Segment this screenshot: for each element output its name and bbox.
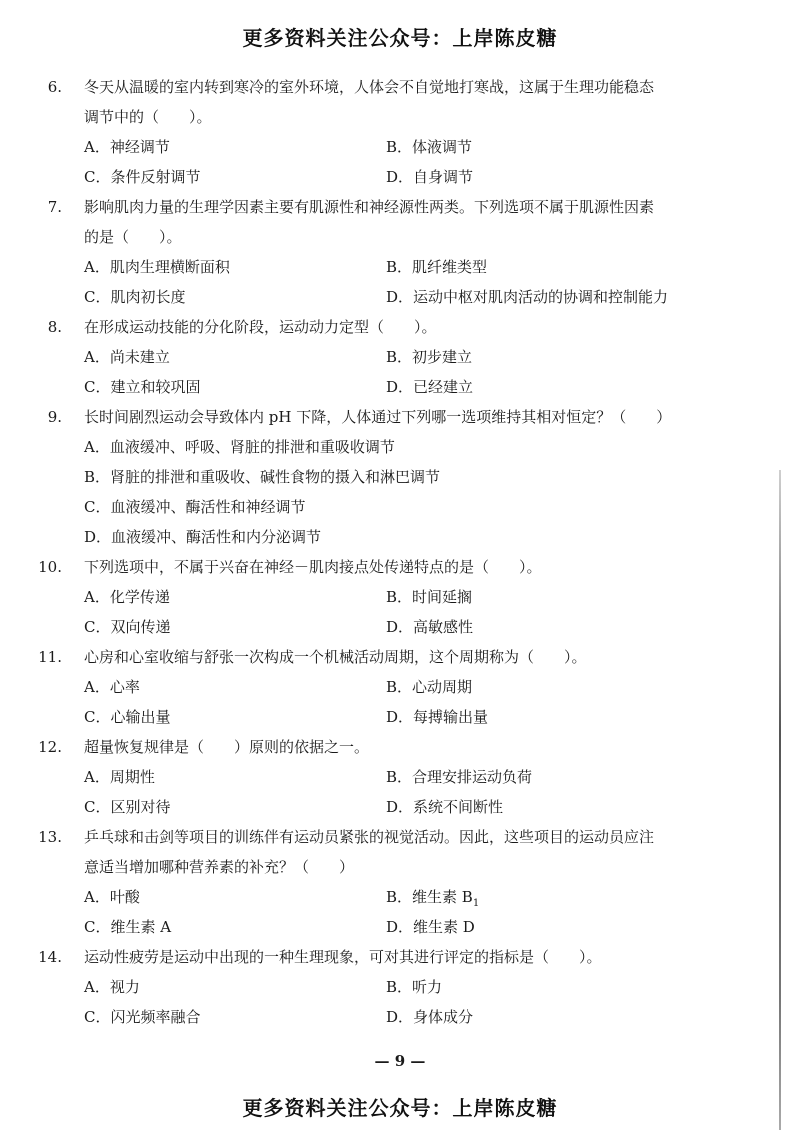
option-d: D．维生素 D (386, 918, 475, 936)
option-a: A．神经调节 (84, 138, 170, 156)
question-stem: 在形成运动技能的分化阶段，运动动力定型（ ）。 (84, 318, 437, 336)
question-9 (0, 402, 760, 552)
option-c: C．建立和较巩固 (84, 378, 201, 396)
option-a: A．血液缓冲、呼吸、肾脏的排泄和重吸收调节 (84, 438, 395, 456)
question-number: 6. (47, 78, 62, 96)
option-c: C．区别对待 (84, 798, 171, 816)
option-d: D．高敏感性 (386, 618, 474, 636)
question-stem: 影响肌肉力量的生理学因素主要有肌源性和神经源性两类。下列选项不属于肌源性因素 (84, 198, 655, 216)
question-stem: 乒乓球和击剑等项目的训练伴有运动员紧张的视觉活动。因此，这些项目的运动员应注 (84, 828, 655, 846)
question-7 (0, 192, 760, 312)
question-number: 14. (38, 948, 62, 966)
option-a: A．化学传递 (84, 588, 170, 606)
option-b: B．初步建立 (386, 348, 473, 366)
option-d: D．自身调节 (386, 168, 474, 186)
option-b: B．肾脏的排泄和重吸收、碱性食物的摄入和淋巴调节 (84, 468, 441, 486)
question-6 (0, 72, 760, 192)
option-c: C．维生素 A (84, 918, 172, 936)
option-b: B．心动周期 (386, 678, 473, 696)
option-b: B．肌纤维类型 (386, 258, 488, 276)
question-number: 10. (38, 558, 62, 576)
question-11 (0, 642, 760, 732)
option-b: B．体液调节 (386, 138, 473, 156)
option-b: B．时间延搁 (386, 588, 473, 606)
question-13 (0, 822, 760, 942)
question-number: 9. (47, 408, 62, 426)
question-number: 13. (38, 828, 62, 846)
option-d: D．每搏输出量 (386, 708, 489, 726)
page-number: — 9 — (374, 1052, 426, 1070)
question-14 (0, 942, 760, 1032)
question-list (0, 72, 760, 1032)
option-c: C．闪光频率融合 (84, 1008, 201, 1026)
question-12 (0, 732, 760, 822)
option-b-subscript: 1 (472, 898, 480, 909)
option-c: C．双向传递 (84, 618, 171, 636)
option-a: A．视力 (84, 978, 140, 996)
option-b: B．听力 (386, 978, 443, 996)
question-stem: 超量恢复规律是（ ）原则的依据之一。 (84, 738, 370, 756)
option-b: B．合理安排运动负荷 (386, 768, 533, 786)
option-d: D．已经建立 (386, 378, 474, 396)
question-stem-continued: 的是（ ）。 (84, 228, 182, 246)
option-a: A．心率 (84, 678, 140, 696)
option-c: C．条件反射调节 (84, 168, 201, 186)
question-stem: 长时间剧烈运动会导致体内 pH 下降，人体通过下列哪一选项维持其相对恒定？（ ） (84, 408, 672, 426)
question-8 (0, 312, 760, 402)
option-a: A．肌肉生理横断面积 (84, 258, 230, 276)
option-d: D．运动中枢对肌肉活动的协调和控制能力 (386, 288, 669, 306)
option-d: D．血液缓冲、酶活性和内分泌调节 (84, 528, 322, 546)
question-number: 8. (47, 318, 62, 336)
question-stem: 运动性疲劳是运动中出现的一种生理现象，可对其进行评定的指标是（ ）。 (84, 948, 602, 966)
question-stem: 下列选项中，不属于兴奋在神经－肌肉接点处传递特点的是（ ）。 (84, 558, 542, 576)
question-number: 11. (38, 648, 62, 666)
option-d: D．身体成分 (386, 1008, 474, 1026)
question-number: 7. (47, 198, 62, 216)
question-number: 12. (38, 738, 62, 756)
option-a: A．叶酸 (84, 888, 140, 906)
header-banner: 更多资料关注公众号：上岸陈皮糖 (242, 26, 558, 50)
option-a: A．尚未建立 (84, 348, 170, 366)
question-stem: 心房和心室收缩与舒张一次构成一个机械活动周期，这个周期称为（ ）。 (84, 648, 587, 666)
option-c: C．血液缓冲、酶活性和神经调节 (84, 498, 306, 516)
question-stem-continued: 意适当增加哪种营养素的补充？（ ） (84, 858, 355, 876)
question-10 (0, 552, 760, 642)
option-c: C．肌肉初长度 (84, 288, 186, 306)
option-c: C．心输出量 (84, 708, 171, 726)
footer-banner: 更多资料关注公众号：上岸陈皮糖 (242, 1096, 558, 1120)
option-a: A．周期性 (84, 768, 155, 786)
question-stem: 冬天从温暖的室内转到寒冷的室外环境，人体会不自觉地打寒战，这属于生理功能稳态 (84, 78, 655, 96)
option-d: D．系统不间断性 (386, 798, 504, 816)
option-b-text: B．维生素 B (386, 888, 473, 906)
question-stem-continued: 调节中的（ ）。 (84, 108, 212, 126)
scan-edge-line (779, 470, 781, 1130)
